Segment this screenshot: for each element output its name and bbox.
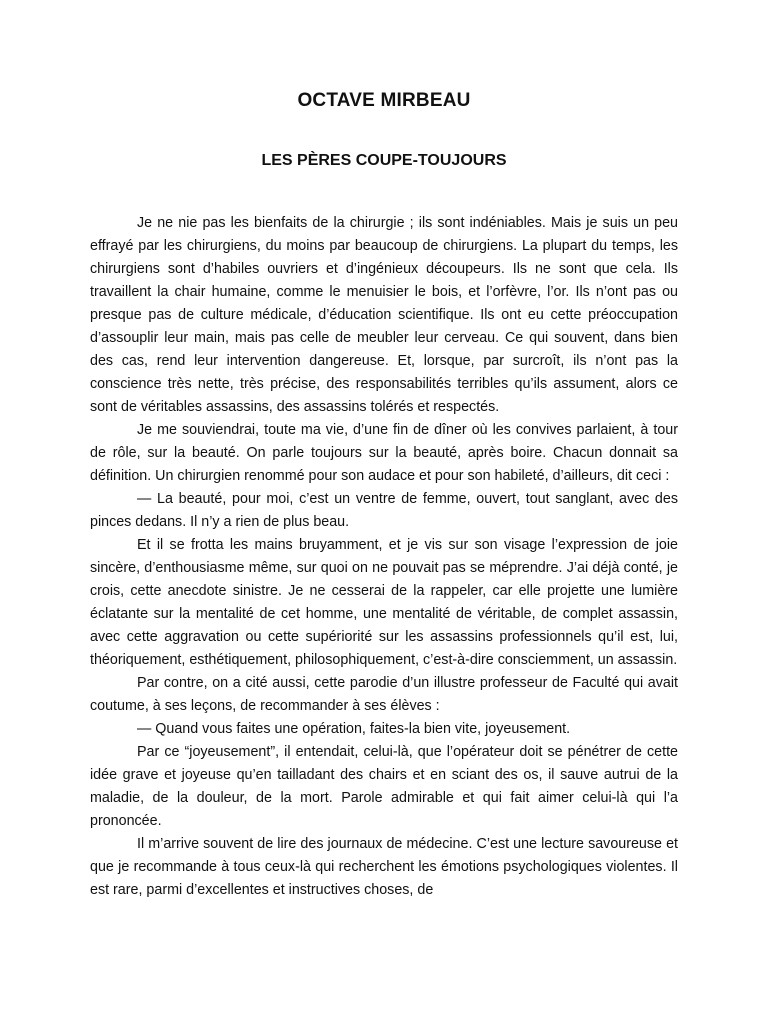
paragraph: Il m’arrive souvent de lire des journaux de médecine. C’est une lecture savoureuse et que je recommande à tous ceux-là qui recherchent les émotions psychologiques violentes. Il est rare, parmi d’excellentes et instructives choses, de [90,836,678,898]
paragraph: Et il se frotta les mains bruyamment, et je vis sur son visage l’expression de joie sincère, d’enthousiasme même, sur quoi on ne pouvait pas se méprendre. J’ai déjà conté, je crois, cette anecdote sinistre. Je ne cesserai de la rappeler, car elle projette une lumière éclatante sur la mentalité de cet homme, une mentalité de véritable, de complet assassin, avec cette aggravation ou cette supériorité sur les assassins professionnels qu’il est, lui, théoriquement, esthétiquement, philosophiquement, c’est-à-dire consciemment, un assassin. [90,537,678,668]
paragraph: Par ce “joyeusement”, il entendait, celui-là, que l’opérateur doit se pénétrer de cette idée grave et joyeuse qu’en tailladant des chairs et en sciant des os, il sauve autrui de la maladie, de la douleur, de la mort. Parole admirable et qui fait aimer celui-là qui l’a prononcée. [90,744,678,829]
paragraph: Je me souviendrai, toute ma vie, d’une fin de dîner où les convives parlaient, à tour de rôle, sur la beauté. On parle toujours sur la beauté, après boire. Chacun donnait sa définition. Un chirurgien renommé pour son audace et pour son habileté, d’ailleurs, dit ceci : [90,422,678,484]
article-title: LES PÈRES COUPE-TOUJOURS [261,152,507,169]
article-body [90,212,678,902]
author-heading: OCTAVE MIRBEAU [297,90,471,111]
paragraph: — La beauté, pour moi, c’est un ventre de femme, ouvert, tout sanglant, avec des pinces dedans. Il n’y a rien de plus beau. [90,491,678,530]
paragraph: — Quand vous faites une opération, faites-la bien vite, joyeusement. [137,721,571,737]
paragraph: Par contre, on a cité aussi, cette parodie d’un illustre professeur de Faculté qui avait coutume, à ses leçons, de recommander à ses élèves : [90,675,678,714]
paragraph: Je ne nie pas les bienfaits de la chirurgie ; ils sont indéniables. Mais je suis un peu effrayé par les chirurgiens, du moins par beaucoup de chirurgiens. La plupart du temps, les chirurgiens sont d’habiles ouvriers et d’ingénieux découpeurs. Ils ne sont que cela. Ils travaillent la chair humaine, comme le menuisier le bois, et l’orfèvre, l’or. Ils n’ont pas ou presque pas de culture médicale, d’éducation scientifique. Ils ont eu cette préoccupation d’assouplir leur main, mais pas celle de meubler leur cerveau. Ce qui souvent, dans bien des cas, rend leur intervention dangereuse. Et, lorsque, par surcroît, ils n’ont pas la conscience très nette, très précise, des responsabilités terribles qu’ils assument, alors ce sont de véritables assassins, des assassins tolérés et respectés. [90,215,678,415]
